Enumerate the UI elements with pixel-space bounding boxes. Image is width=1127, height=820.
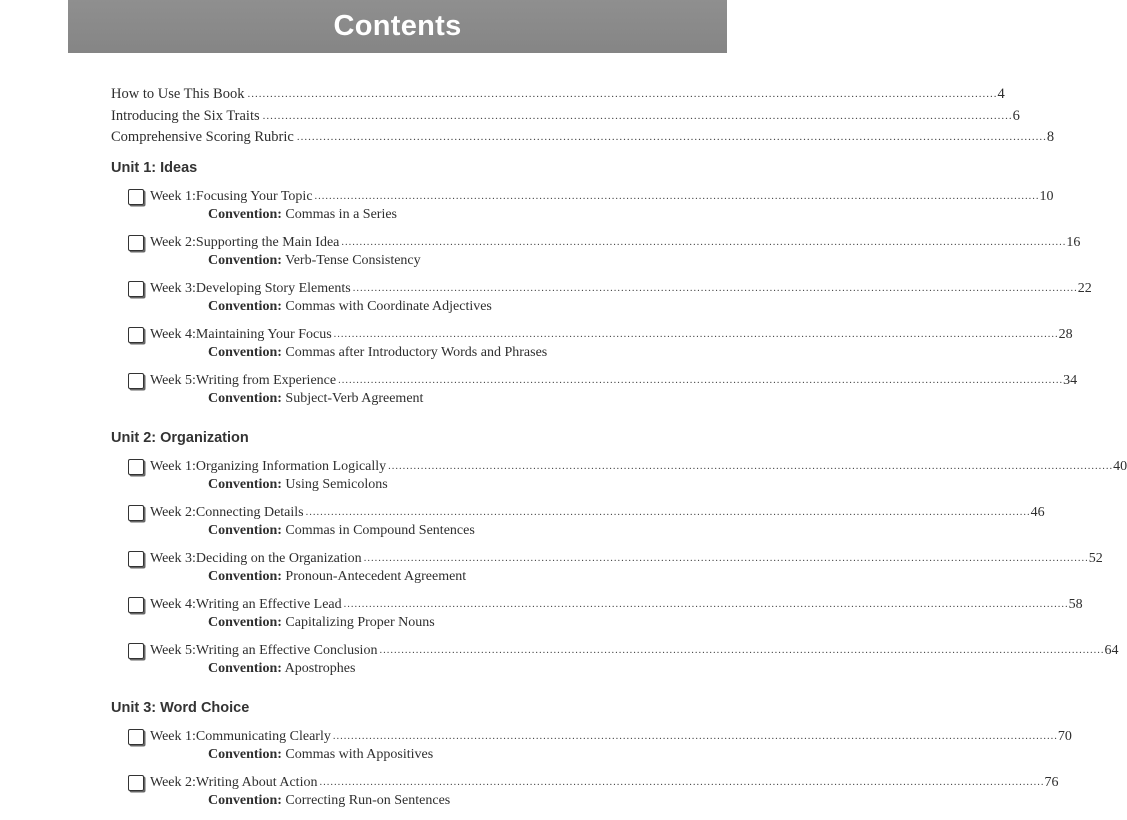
dot-leader: ........................................................................................................................................................................................................ [363, 552, 1089, 564]
week-label: Week 1: [150, 458, 196, 474]
week-entry [111, 280, 1092, 326]
page-number: 64 [1104, 642, 1119, 658]
page-number: 22 [1077, 280, 1092, 296]
checkbox[interactable] [128, 327, 144, 343]
unit-heading: Unit 1: Ideas [111, 159, 198, 176]
dot-leader: ........................................................................................................................................................................................................ [305, 506, 1031, 518]
week-title: Writing About Action [195, 774, 318, 790]
week-entry [111, 372, 1078, 418]
convention-line [111, 568, 656, 585]
convention-text: Commas in a Series [285, 206, 398, 222]
dot-leader: ........................................................................................................................................................................................................ [379, 644, 1105, 656]
convention-line [111, 746, 656, 763]
page-number: 40 [1113, 458, 1127, 474]
checkbox[interactable] [128, 505, 144, 521]
week-label: Week 5: [150, 642, 196, 658]
week-entry [111, 728, 1072, 774]
contents-header [68, 0, 727, 53]
week-entry [111, 326, 1073, 372]
week-title: Writing an Effective Lead [195, 596, 342, 612]
convention-line [111, 206, 656, 223]
checkbox[interactable] [128, 597, 144, 613]
page-number: 8 [1046, 129, 1055, 145]
week-label: Week 1: [150, 188, 196, 204]
convention-label: Convention: [208, 476, 282, 492]
week-entry [111, 774, 1059, 820]
unit-heading: Unit 2: Organization [111, 429, 249, 446]
week-entry [111, 550, 1103, 596]
convention-line [111, 344, 656, 361]
dot-leader: ........................................................................................................................................................................................................ [332, 730, 1058, 742]
dot-leader: ........................................................................................................................................................................................................ [338, 374, 1064, 386]
dot-leader: ........................................................................................................................................................................................................ [247, 88, 998, 100]
dot-leader: ........................................................................................................................................................................................................ [319, 776, 1045, 788]
week-title: Writing an Effective Conclusion [195, 642, 378, 658]
checkbox[interactable] [128, 729, 144, 745]
week-label: Week 4: [150, 326, 196, 342]
page-number: 4 [997, 86, 1005, 102]
dot-leader: ........................................................................................................................................................................................................ [341, 236, 1067, 248]
convention-text: Capitalizing Proper Nouns [285, 614, 435, 630]
convention-text: Apostrophes [284, 660, 356, 676]
entry-title: Comprehensive Scoring Rubric [111, 127, 297, 149]
convention-line [111, 390, 656, 407]
dot-leader: ........................................................................................................................................................................................................ [262, 109, 1013, 122]
week-title: Focusing Your Topic [195, 188, 313, 204]
page-number: 58 [1068, 596, 1083, 612]
week-entry [111, 596, 1083, 642]
week-entry [111, 504, 1045, 550]
convention-line [111, 298, 656, 315]
convention-line [111, 660, 656, 677]
week-entry [111, 234, 1081, 280]
week-title: Deciding on the Organization [195, 550, 362, 566]
checkbox[interactable] [128, 281, 144, 297]
convention-line [111, 476, 656, 493]
page-number: 6 [1012, 107, 1020, 124]
convention-label: Convention: [208, 390, 282, 406]
dot-leader: ........................................................................................................................................................................................................ [343, 598, 1069, 610]
checkbox[interactable] [128, 373, 144, 389]
week-label: Week 2: [150, 234, 196, 250]
convention-text: Correcting Run-on Sentences [285, 792, 451, 808]
page-number: 76 [1044, 774, 1059, 790]
convention-label: Convention: [208, 660, 282, 676]
toc-entry[interactable] [111, 106, 1020, 128]
convention-text: Subject-Verb Agreement [285, 390, 424, 406]
table-of-contents [111, 84, 1127, 820]
week-label: Week 2: [150, 504, 196, 520]
week-entry [111, 458, 1127, 504]
convention-text: Commas after Introductory Words and Phrases [285, 344, 548, 360]
week-entry [111, 642, 1119, 688]
convention-line [111, 522, 656, 539]
checkbox[interactable] [128, 235, 144, 251]
dot-leader: ........................................................................................................................................................................................................ [333, 328, 1059, 340]
entry-title: How to Use This Book [111, 84, 247, 106]
week-label: Week 5: [150, 372, 196, 388]
page-number: 16 [1066, 234, 1081, 250]
convention-line [111, 252, 656, 269]
week-title: Supporting the Main Idea [195, 234, 340, 250]
dot-leader: ........................................................................................................................................................................................................ [352, 282, 1078, 294]
toc-entry[interactable] [111, 84, 1005, 106]
checkbox[interactable] [128, 459, 144, 475]
checkbox[interactable] [128, 189, 144, 205]
week-label: Week 1: [150, 728, 196, 744]
convention-label: Convention: [208, 792, 282, 808]
convention-label: Convention: [208, 746, 282, 762]
convention-label: Convention: [208, 252, 282, 268]
dot-leader: ........................................................................................................................................................................................................ [314, 190, 1040, 202]
week-label: Week 3: [150, 550, 196, 566]
checkbox[interactable] [128, 775, 144, 791]
convention-line [111, 792, 656, 809]
dot-leader: ........................................................................................................................................................................................................ [388, 460, 1114, 472]
week-title: Maintaining Your Focus [195, 326, 332, 342]
entry-title: Introducing the Six Traits [111, 106, 263, 128]
convention-text: Pronoun-Antecedent Agreement [285, 568, 467, 584]
convention-text: Verb-Tense Consistency [285, 252, 421, 268]
unit-heading: Unit 3: Word Choice [111, 699, 250, 716]
week-title: Communicating Clearly [195, 728, 331, 744]
week-title: Connecting Details [195, 504, 304, 520]
convention-text: Commas in Compound Sentences [285, 522, 475, 538]
checkbox[interactable] [128, 643, 144, 659]
convention-label: Convention: [208, 614, 282, 630]
convention-text: Commas with Appositives [285, 746, 434, 762]
week-label: Week 3: [150, 280, 196, 296]
convention-label: Convention: [208, 522, 282, 538]
convention-label: Convention: [208, 206, 282, 222]
page-number: 70 [1057, 728, 1072, 744]
dot-leader: ........................................................................................................................................................................................................ [296, 131, 1047, 143]
page-number: 10 [1039, 188, 1054, 204]
page-number: 52 [1088, 550, 1103, 566]
checkbox[interactable] [128, 551, 144, 567]
convention-text: Commas with Coordinate Adjectives [285, 298, 492, 314]
page-title: Contents [333, 10, 462, 42]
week-title: Writing from Experience [195, 372, 337, 388]
convention-text: Using Semicolons [285, 476, 388, 492]
week-title: Developing Story Elements [195, 280, 351, 296]
week-label: Week 4: [150, 596, 196, 612]
toc-entry[interactable] [111, 127, 1055, 149]
page-number: 46 [1030, 504, 1045, 520]
page-number: 34 [1063, 372, 1078, 388]
convention-line [111, 614, 656, 631]
page-number: 28 [1058, 326, 1073, 342]
week-label: Week 2: [150, 774, 196, 790]
week-entry [111, 188, 1054, 234]
convention-label: Convention: [208, 568, 282, 584]
convention-label: Convention: [208, 344, 282, 360]
convention-label: Convention: [208, 298, 282, 314]
week-title: Organizing Information Logically [195, 458, 387, 474]
